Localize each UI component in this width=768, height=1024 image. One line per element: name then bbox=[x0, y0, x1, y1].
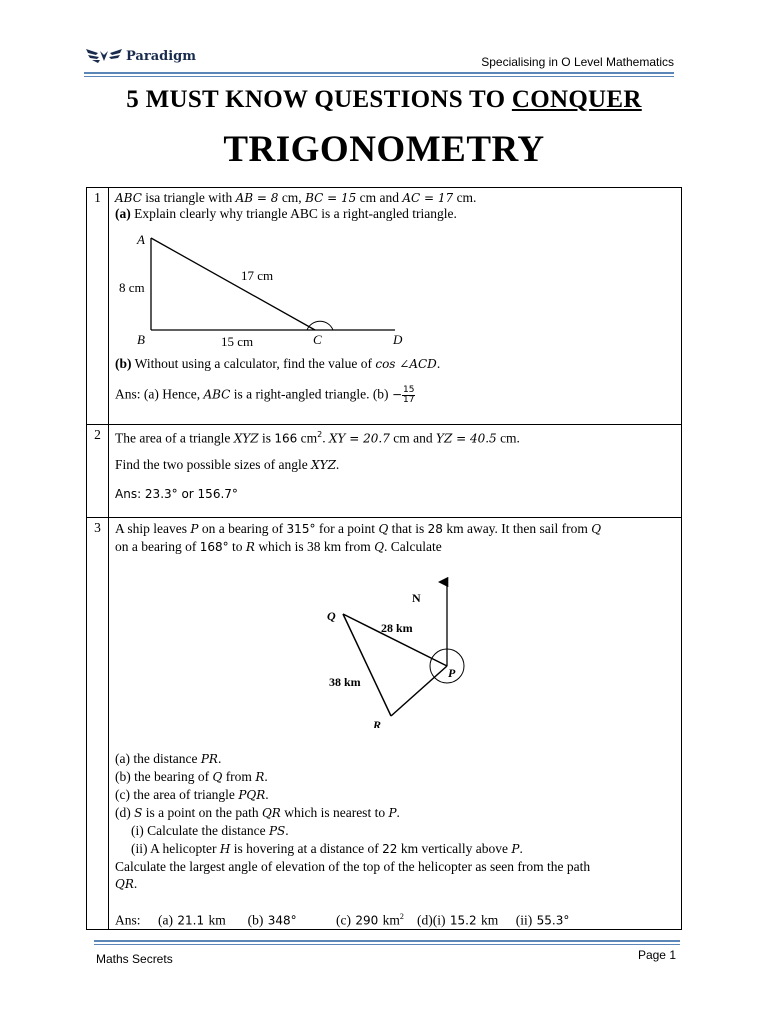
part-text: Without using a calculator, find the value of bbox=[131, 356, 376, 371]
math-qr: QR bbox=[261, 806, 281, 820]
bearing-figure bbox=[115, 558, 675, 728]
title-prefix: 5 MUST KNOW QUESTIONS TO bbox=[126, 86, 512, 113]
stem-text: A ship leaves bbox=[115, 521, 191, 536]
page-subtitle: TRIGONOMETRY bbox=[223, 129, 545, 170]
part-text: (a) the distance bbox=[115, 751, 201, 766]
math-q: Q bbox=[374, 540, 385, 554]
label-side-bc: 15 cm bbox=[221, 334, 254, 349]
stem-text: that is bbox=[388, 521, 428, 536]
answer-text: (b) bbox=[247, 912, 268, 928]
math-p: P bbox=[190, 522, 199, 536]
part-c bbox=[115, 786, 675, 804]
math-qr: QR bbox=[115, 877, 134, 891]
math-area: 166 bbox=[274, 431, 298, 446]
label-side-ab: 8 cm bbox=[119, 280, 145, 295]
stem-text: . bbox=[335, 456, 340, 472]
math-cos-acd: cos ∠ACD bbox=[375, 357, 437, 371]
triangle-abc-figure bbox=[115, 224, 415, 352]
math-r: R bbox=[255, 770, 265, 784]
answer-text: (c) bbox=[336, 912, 356, 928]
stem-text: on a bearing of bbox=[115, 539, 200, 554]
label-p: P bbox=[448, 666, 456, 680]
brand-logo bbox=[84, 44, 196, 68]
answer-value: 290 bbox=[355, 913, 379, 928]
question-parts bbox=[115, 750, 675, 893]
part-calc bbox=[115, 858, 675, 893]
label-b: B bbox=[137, 332, 145, 347]
question-body bbox=[109, 518, 682, 930]
math-xyz: XYZ bbox=[311, 457, 336, 472]
label-side-ac: 17 cm bbox=[241, 268, 274, 283]
part-text: is hovering at a distance of bbox=[230, 841, 383, 856]
label-a: A bbox=[137, 232, 145, 247]
part-text: . bbox=[396, 805, 400, 820]
answer-text: Ans: (a) Hence, bbox=[115, 386, 204, 402]
header-rule bbox=[84, 72, 674, 74]
part-text: . bbox=[264, 769, 268, 784]
math-abc: ABC bbox=[203, 387, 231, 402]
math-q: Q bbox=[591, 522, 602, 536]
answer-value: 348° bbox=[267, 913, 297, 928]
stem-text: km away. It then sail from bbox=[442, 521, 592, 536]
part-a bbox=[115, 750, 675, 768]
math-ac: AC = 17 bbox=[402, 191, 454, 205]
answer-text: (d)(i) bbox=[417, 912, 450, 928]
part-text: km vertically above bbox=[397, 841, 512, 856]
part-b bbox=[115, 356, 675, 372]
superscript: 2 bbox=[399, 912, 404, 921]
minus-sign: − bbox=[391, 387, 402, 402]
math-p: P bbox=[388, 806, 397, 820]
part-text: (ii) A helicopter bbox=[131, 841, 220, 856]
part-a bbox=[115, 206, 675, 222]
brand-name: Paradigm bbox=[126, 48, 196, 64]
title-underlined-word: CONQUER bbox=[511, 86, 642, 113]
part-label: (b) bbox=[115, 356, 132, 371]
answer-label: Ans: bbox=[115, 912, 141, 928]
math-bearing: 315° bbox=[286, 522, 316, 536]
denominator: 17 bbox=[403, 395, 415, 405]
part-text: . bbox=[285, 823, 289, 838]
wings-logo-icon bbox=[84, 45, 124, 67]
question-number: 2 bbox=[87, 425, 109, 518]
answer-value: 55.3° bbox=[536, 913, 570, 928]
math-q: Q bbox=[378, 522, 389, 536]
part-text: Explain clearly why triangle ABC is a right-angled triangle. bbox=[130, 206, 457, 221]
question-row-3 bbox=[87, 518, 682, 930]
part-text: (i) Calculate the distance bbox=[131, 823, 269, 838]
math-bearing: 168° bbox=[199, 540, 229, 554]
stem-text: . bbox=[322, 430, 330, 446]
part-label: (a) bbox=[115, 206, 131, 221]
math-p: P bbox=[511, 842, 520, 856]
label-c: C bbox=[313, 332, 322, 347]
stem-text: isa triangle with bbox=[141, 190, 236, 205]
answer-text: km bbox=[476, 912, 499, 928]
part-b bbox=[115, 768, 675, 786]
math-ps: PS bbox=[268, 824, 286, 838]
superscript: 2 bbox=[317, 430, 323, 439]
label-side-qp: 28 km bbox=[381, 621, 413, 635]
numerator: 15 bbox=[403, 385, 415, 395]
questions-table bbox=[86, 187, 682, 930]
answer: Ans: 23.3° or 156.7° bbox=[115, 486, 238, 501]
label-north: N bbox=[412, 591, 421, 605]
footer-title: Maths Secrets bbox=[96, 952, 173, 966]
math-distance: 28 bbox=[427, 522, 443, 536]
page-number: Page 1 bbox=[637, 948, 676, 962]
fraction bbox=[402, 386, 415, 405]
question-row-2 bbox=[87, 425, 682, 518]
stem-text: cm. bbox=[453, 190, 477, 205]
math-xy: XY = 20.7 bbox=[329, 431, 390, 446]
label-r: R bbox=[373, 718, 382, 728]
part-text: . bbox=[519, 841, 523, 856]
question-body bbox=[109, 188, 682, 425]
page-title bbox=[0, 86, 768, 114]
stem-text: cm and bbox=[356, 190, 403, 205]
label-q: Q bbox=[327, 609, 336, 623]
stem-text: cm and bbox=[389, 430, 437, 446]
math-xyz: XYZ bbox=[233, 431, 259, 446]
answer-text: km bbox=[204, 912, 226, 928]
part-text: (c) the area of triangle bbox=[115, 787, 239, 802]
answer-value: 21.1 bbox=[177, 913, 205, 928]
answer-text: is a right-angled triangle. (b) bbox=[230, 386, 392, 402]
math-abc: ABC bbox=[115, 191, 142, 205]
stem-text: cm. bbox=[496, 430, 520, 446]
question-row-1 bbox=[87, 188, 682, 425]
part-text: . bbox=[436, 356, 441, 371]
footer-rule-thin bbox=[94, 944, 680, 945]
stem-text: . Calculate bbox=[384, 539, 442, 554]
part-d-i bbox=[115, 822, 675, 840]
answer bbox=[115, 909, 675, 929]
stem-text: to bbox=[228, 539, 246, 554]
math-yz: YZ = 40.5 bbox=[436, 431, 497, 446]
math-number: 22 bbox=[382, 842, 398, 856]
math-bc: BC = 15 bbox=[305, 191, 357, 205]
stem-text: cm, bbox=[278, 190, 306, 205]
question-body bbox=[109, 425, 682, 518]
question-line bbox=[115, 457, 675, 473]
stem-text: The area of a triangle bbox=[115, 430, 234, 446]
math-h: H bbox=[219, 842, 231, 856]
part-text: (d) bbox=[115, 805, 135, 820]
question-number: 1 bbox=[87, 188, 109, 425]
part-text: from bbox=[222, 769, 256, 784]
math-q: Q bbox=[212, 770, 223, 784]
answer-text: (ii) bbox=[515, 912, 537, 928]
part-d bbox=[115, 804, 675, 822]
part-text: . bbox=[265, 787, 269, 802]
stem-text: Find the two possible sizes of angle bbox=[115, 456, 312, 472]
math-ab: AB = 8 bbox=[235, 191, 279, 205]
part-text: which is nearest to bbox=[280, 805, 389, 820]
part-text: is a point on the path bbox=[142, 805, 262, 820]
answer-value: 15.2 bbox=[449, 913, 477, 928]
page-header bbox=[84, 44, 674, 74]
part-d-ii bbox=[115, 840, 675, 858]
answer-text: (a) bbox=[158, 912, 178, 928]
math-r: R bbox=[245, 540, 255, 554]
stem-text: cm bbox=[297, 430, 318, 446]
footer-rule bbox=[94, 940, 680, 942]
question-stem bbox=[115, 520, 675, 556]
math-pr: PR bbox=[200, 752, 218, 766]
question-stem bbox=[115, 190, 675, 206]
answer-text: km bbox=[378, 912, 400, 928]
label-side-qr: 38 km bbox=[329, 675, 361, 689]
header-rule-thin bbox=[84, 76, 674, 77]
answer bbox=[115, 386, 675, 405]
stem-text: on a bearing of bbox=[198, 521, 287, 536]
stem-text: is bbox=[258, 430, 275, 446]
math-s: S bbox=[134, 806, 143, 820]
part-text: (b) the bearing of bbox=[115, 769, 213, 784]
part-text: . bbox=[217, 751, 222, 766]
stem-text: for a point bbox=[315, 521, 379, 536]
part-text: . bbox=[133, 876, 138, 891]
question-number: 3 bbox=[87, 518, 109, 930]
part-text: Calculate the largest angle of elevation of the top of the helicopter as seen from the path bbox=[115, 859, 591, 874]
question-stem bbox=[115, 427, 675, 447]
math-pqr: PQR bbox=[238, 788, 266, 802]
header-tagline: Specialising in O Level Mathematics bbox=[481, 55, 674, 69]
label-d: D bbox=[393, 332, 403, 347]
stem-text: which is 38 km from bbox=[254, 539, 375, 554]
